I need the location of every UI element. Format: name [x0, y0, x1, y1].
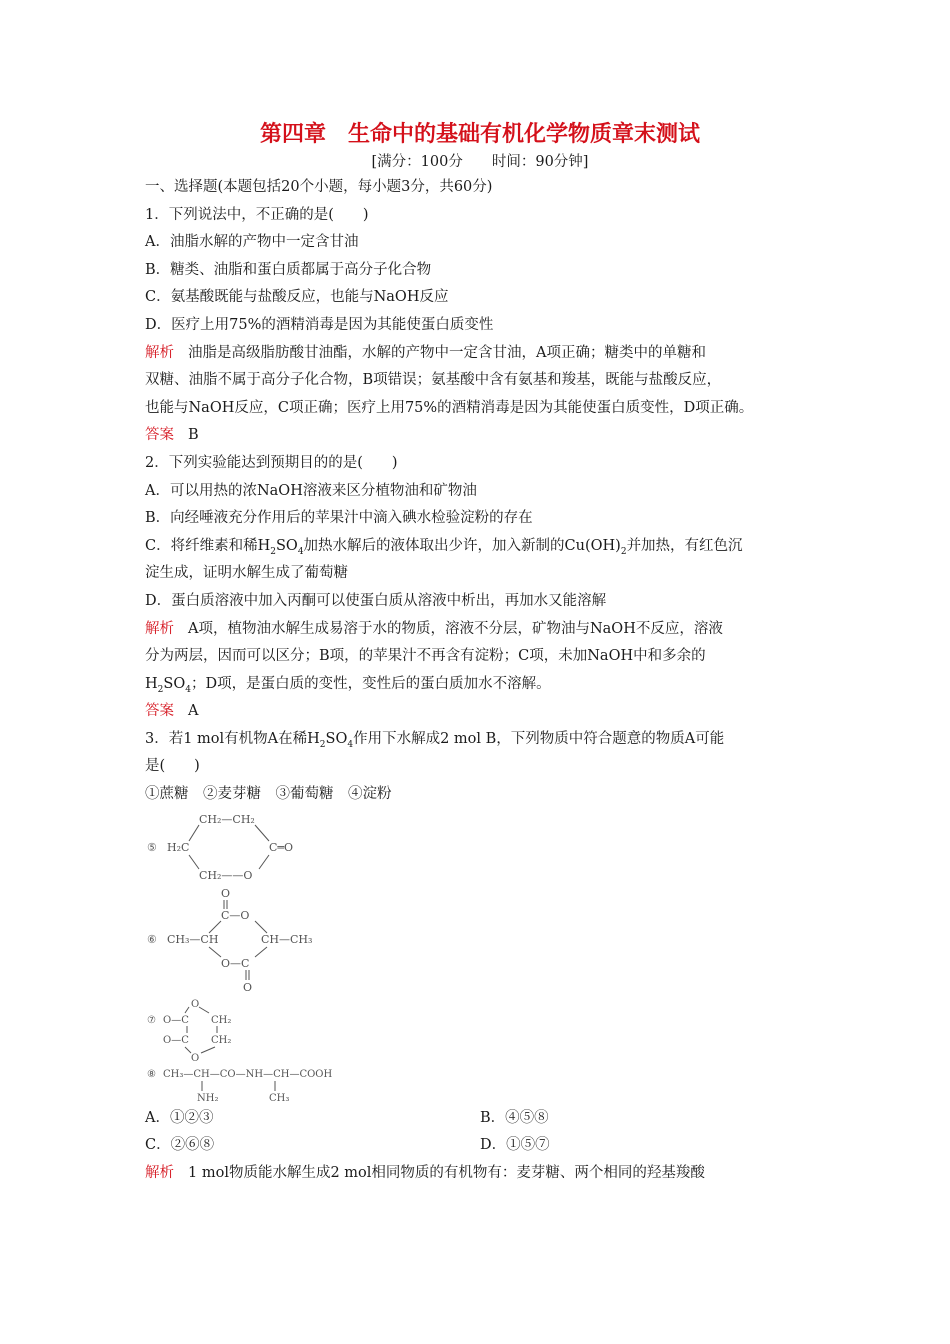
q3-stem-cont: 是( ): [145, 758, 200, 775]
q1-answer: 答案 B: [145, 427, 199, 444]
q1-stem: 1．下列说法中，不正确的是( ): [145, 206, 369, 223]
svg-text:O: O: [191, 1052, 200, 1064]
svg-text:O: O: [191, 998, 200, 1010]
svg-text:CH₂—CH₂: CH₂—CH₂: [199, 812, 255, 826]
q3-items: ①蔗糖 ②麦芽糖 ③葡萄糖 ④淀粉: [145, 786, 392, 803]
structure-number: ⑦: [147, 1014, 156, 1026]
q3-option-b: B．④⑤⑧: [480, 1109, 549, 1126]
q2-option-a: A．可以用热的浓NaOH溶液来区分植物油和矿物油: [145, 482, 477, 499]
q1-option-b: B．糖类、油脂和蛋白质都属于高分子化合物: [145, 261, 432, 278]
q2-analysis-cont: $H_2SO_4$；D项，是蛋白质的变性，变性后的蛋白质加水不溶解。: [145, 675, 551, 695]
svg-text:CH₂: CH₂: [211, 1034, 232, 1046]
svg-text:NH₂: NH₂: [197, 1092, 219, 1104]
structure-number: ⑤: [147, 840, 157, 854]
q3-option-a: A．①②③: [145, 1109, 214, 1126]
svg-text:O: O: [221, 886, 231, 900]
page-title: 第四章 生命中的基础有机化学物质章末测试: [259, 121, 700, 147]
structure-6: [145, 885, 815, 997]
answer-label: 答案: [145, 703, 174, 720]
svg-text:O—C: O—C: [163, 1034, 189, 1046]
q3-option-c: C．②⑥⑧: [145, 1137, 215, 1154]
svg-text:O: O: [243, 980, 253, 994]
structure-5: [145, 809, 815, 885]
structure-number: ⑧: [147, 1068, 156, 1080]
svg-text:C—O: C—O: [221, 908, 250, 922]
svg-text:O—C: O—C: [163, 1014, 189, 1026]
q1-option-a: A．油脂水解的产物中一定含甘油: [145, 234, 359, 251]
answer-label: 答案: [145, 427, 174, 444]
q3-options-row-1: [145, 1105, 815, 1133]
q3-stem: 3．若1 mol有机物A在稀$H_2SO_4$作用下水解成2 mol B，下列物质中符合题意的物质A可能: [145, 730, 725, 750]
analysis-label: 解析: [145, 344, 174, 361]
analysis-label: 解析: [145, 620, 174, 637]
q2-option-b: B．向经唾液充分作用后的苹果汁中滴入碘水检验淀粉的存在: [145, 510, 533, 527]
q3-options-row-2: [145, 1132, 815, 1160]
q2-option-c-cont: 淀生成，证明水解生成了葡萄糖: [145, 565, 348, 582]
svg-text:CH₃: CH₃: [269, 1092, 290, 1104]
q1-analysis-cont: 也能与NaOH反应，C项正确；医疗上用75%的酒精消毒是因为其能使蛋白质变性，D项正确。: [145, 399, 754, 416]
svg-text:CH₂: CH₂: [211, 1014, 232, 1026]
structure-number: ⑥: [147, 932, 157, 946]
q2-analysis: 解析 A项，植物油水解生成易溶于水的物质，溶液不分层，矿物油与NaOH不反应，溶液: [145, 620, 723, 637]
analysis-label: 解析: [145, 1164, 174, 1181]
q3-option-d: D．①⑤⑦: [480, 1137, 550, 1154]
document-page: [145, 118, 815, 1187]
svg-text:H₂C: H₂C: [167, 840, 190, 854]
q2-answer: 答案 A: [145, 703, 199, 720]
section-heading: 一、选择题(本题包括20个小题，每小题3分，共60分): [145, 179, 493, 195]
q1-analysis: 解析 油脂是高级脂肪酸甘油酯，水解的产物中一定含甘油，A项正确；糖类中的单糖和: [145, 344, 706, 361]
svg-text:CH—CH₃: CH—CH₃: [261, 932, 313, 946]
svg-text:CH₂——O: CH₂——O: [199, 868, 253, 882]
q2-stem: 2．下列实验能达到预期目的的是( ): [145, 454, 398, 471]
svg-text:O—C: O—C: [221, 956, 250, 970]
q2-option-c: C．将纤维素和稀$H_2SO_4$加热水解后的液体取出少许，加入新制的$Cu(OH)_2$并加热，有红色沉: [145, 537, 743, 557]
svg-text:CH₃—CH—CO—NH—CH—COOH: CH₃—CH—CO—NH—CH—COOH: [163, 1068, 333, 1080]
q1-option-c: C．氨基酸既能与盐酸反应，也能与NaOH反应: [145, 289, 449, 306]
q1-option-d: D．医疗上用75%的酒精消毒是因为其能使蛋白质变性: [145, 316, 494, 333]
structure-7: [145, 997, 815, 1067]
q2-option-d: D．蛋白质溶液中加入丙酮可以使蛋白质从溶液中析出，再加水又能溶解: [145, 592, 607, 609]
q3-analysis: 解析 1 mol物质能水解生成2 mol相同物质的有机物有：麦芽糖、两个相同的羟基羧酸: [145, 1164, 705, 1181]
page-subtitle: [满分：100分 时间：90分钟]: [371, 154, 589, 170]
svg-text:CH₃—CH: CH₃—CH: [167, 932, 219, 946]
q2-analysis-cont: 分为两层，因而可以区分；B项，的苹果汁不再含有淀粉；C项，未加NaOH中和多余的: [145, 648, 706, 665]
structure-8: [145, 1067, 815, 1105]
q1-analysis-cont: 双糖、油脂不属于高分子化合物，B项错误；氨基酸中含有氨基和羧基，既能与盐酸反应，: [145, 372, 722, 389]
svg-text:C═O: C═O: [269, 840, 294, 854]
